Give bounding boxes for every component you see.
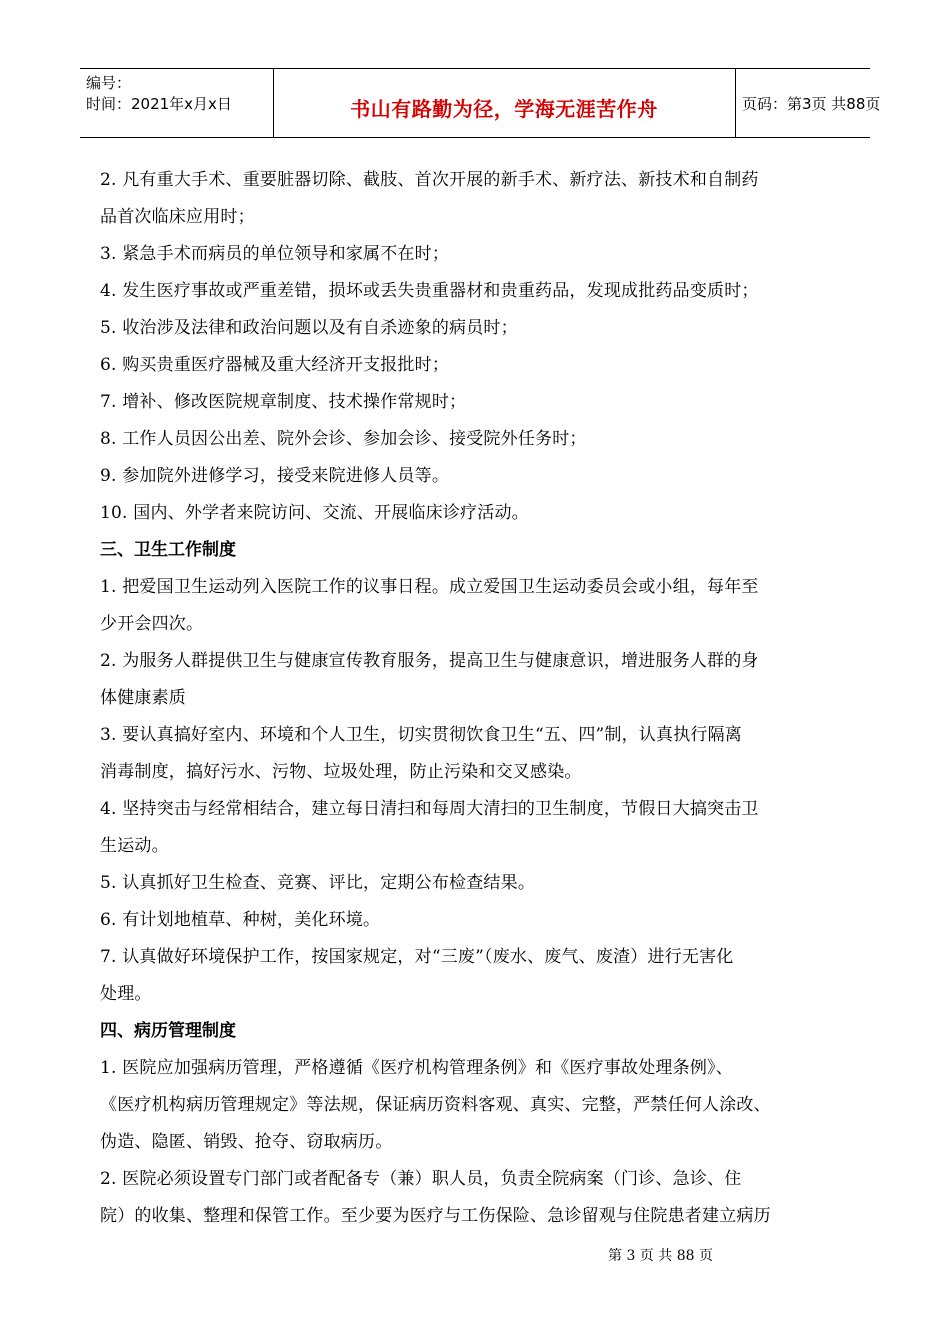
body-line: 5. 认真抓好卫生检查、竞赛、评比，定期公布检查结果。: [100, 873, 536, 893]
document-number-label: 编号：: [86, 74, 132, 92]
body-line: 消毒制度，搞好污水、污物、垃圾处理，防止污染和交叉感染。: [100, 762, 582, 782]
body-line: 伪造、隐匿、销毁、抢夺、窃取病历。: [100, 1132, 393, 1152]
body-line: 4. 发生医疗事故或严重差错，损坏或丢失贵重器材和贵重药品，发现成批药品变质时；: [100, 281, 759, 301]
body-line: 生运动。: [100, 836, 169, 856]
body-line: 院）的收集、整理和保管工作。至少要为医疗与工伤保险、急诊留观与住院患者建立病历: [100, 1206, 771, 1226]
body-line: 1. 把爱国卫生运动列入医院工作的议事日程。成立爱国卫生运动委员会或小组，每年至: [100, 577, 759, 597]
body-line: 9. 参加院外进修学习，接受来院进修人员等。: [100, 466, 450, 486]
header-motto: 书山有路勤为径，学海无涯苦作舟: [350, 97, 658, 121]
page-footer: 第 3 页 共 88 页: [608, 1248, 713, 1264]
header-meta-cell: [80, 69, 274, 137]
body-line: 3. 要认真搞好室内、环境和个人卫生，切实贯彻饮食卫生“五、四”制，认真执行隔离: [100, 725, 743, 745]
body-line: 3. 紧急手术而病员的单位领导和家属不在时；: [100, 244, 450, 264]
body-line: 2. 医院必须设置专门部门或者配备专（兼）职人员，负责全院病案（门诊、急诊、住: [100, 1169, 742, 1189]
body-line: 7. 增补、修改医院规章制度、技术操作常规时；: [100, 392, 467, 412]
section-heading: 三、卫生工作制度: [100, 540, 236, 560]
header-motto-cell: [273, 69, 736, 137]
body-line: 1. 医院应加强病历管理，严格遵循《医疗机构管理条例》和《医疗事故处理条例》、: [100, 1058, 733, 1078]
body-line: 少开会四次。: [100, 614, 204, 634]
body-line: 品首次临床应用时；: [100, 207, 255, 227]
section-heading: 四、病历管理制度: [100, 1021, 236, 1041]
body-line: 2. 为服务人群提供卫生与健康宣传教育服务，提高卫生与健康意识，增进服务人群的身: [100, 651, 759, 671]
header-page-cell: [735, 69, 881, 137]
document-header: [80, 68, 881, 138]
body-line: 8. 工作人员因公出差、院外会诊、参加会诊、接受院外任务时；: [100, 429, 587, 449]
body-line: 6. 有计划地植草、种树，美化环境。: [100, 910, 381, 930]
body-line: 10. 国内、外学者来院访问、交流、开展临床诊疗活动。: [100, 503, 529, 523]
body-line: 《医疗机构病历管理规定》等法规，保证病历资料客观、真实、完整，严禁任何人涂改、: [100, 1095, 771, 1115]
document-body: [100, 162, 845, 1235]
body-line: 处理。: [100, 984, 152, 1004]
header-page-info: 页码：第3页 共88页: [742, 95, 881, 113]
body-line: 体健康素质: [100, 688, 186, 708]
body-line: 2. 凡有重大手术、重要脏器切除、截肢、首次开展的新手术、新疗法、新技术和自制药: [100, 170, 759, 190]
body-line: 7. 认真做好环境保护工作，按国家规定，对“三废”（废水、废气、废渣）进行无害化: [100, 947, 734, 967]
body-line: 6. 购买贵重医疗器械及重大经济开支报批时；: [100, 355, 450, 375]
document-date-label: 时间：2021年x月x日: [86, 95, 232, 113]
body-line: 4. 坚持突击与经常相结合，建立每日清扫和每周大清扫的卫生制度，节假日大搞突击卫: [100, 799, 759, 819]
body-line: 5. 收治涉及法律和政治问题以及有自杀迹象的病员时；: [100, 318, 518, 338]
